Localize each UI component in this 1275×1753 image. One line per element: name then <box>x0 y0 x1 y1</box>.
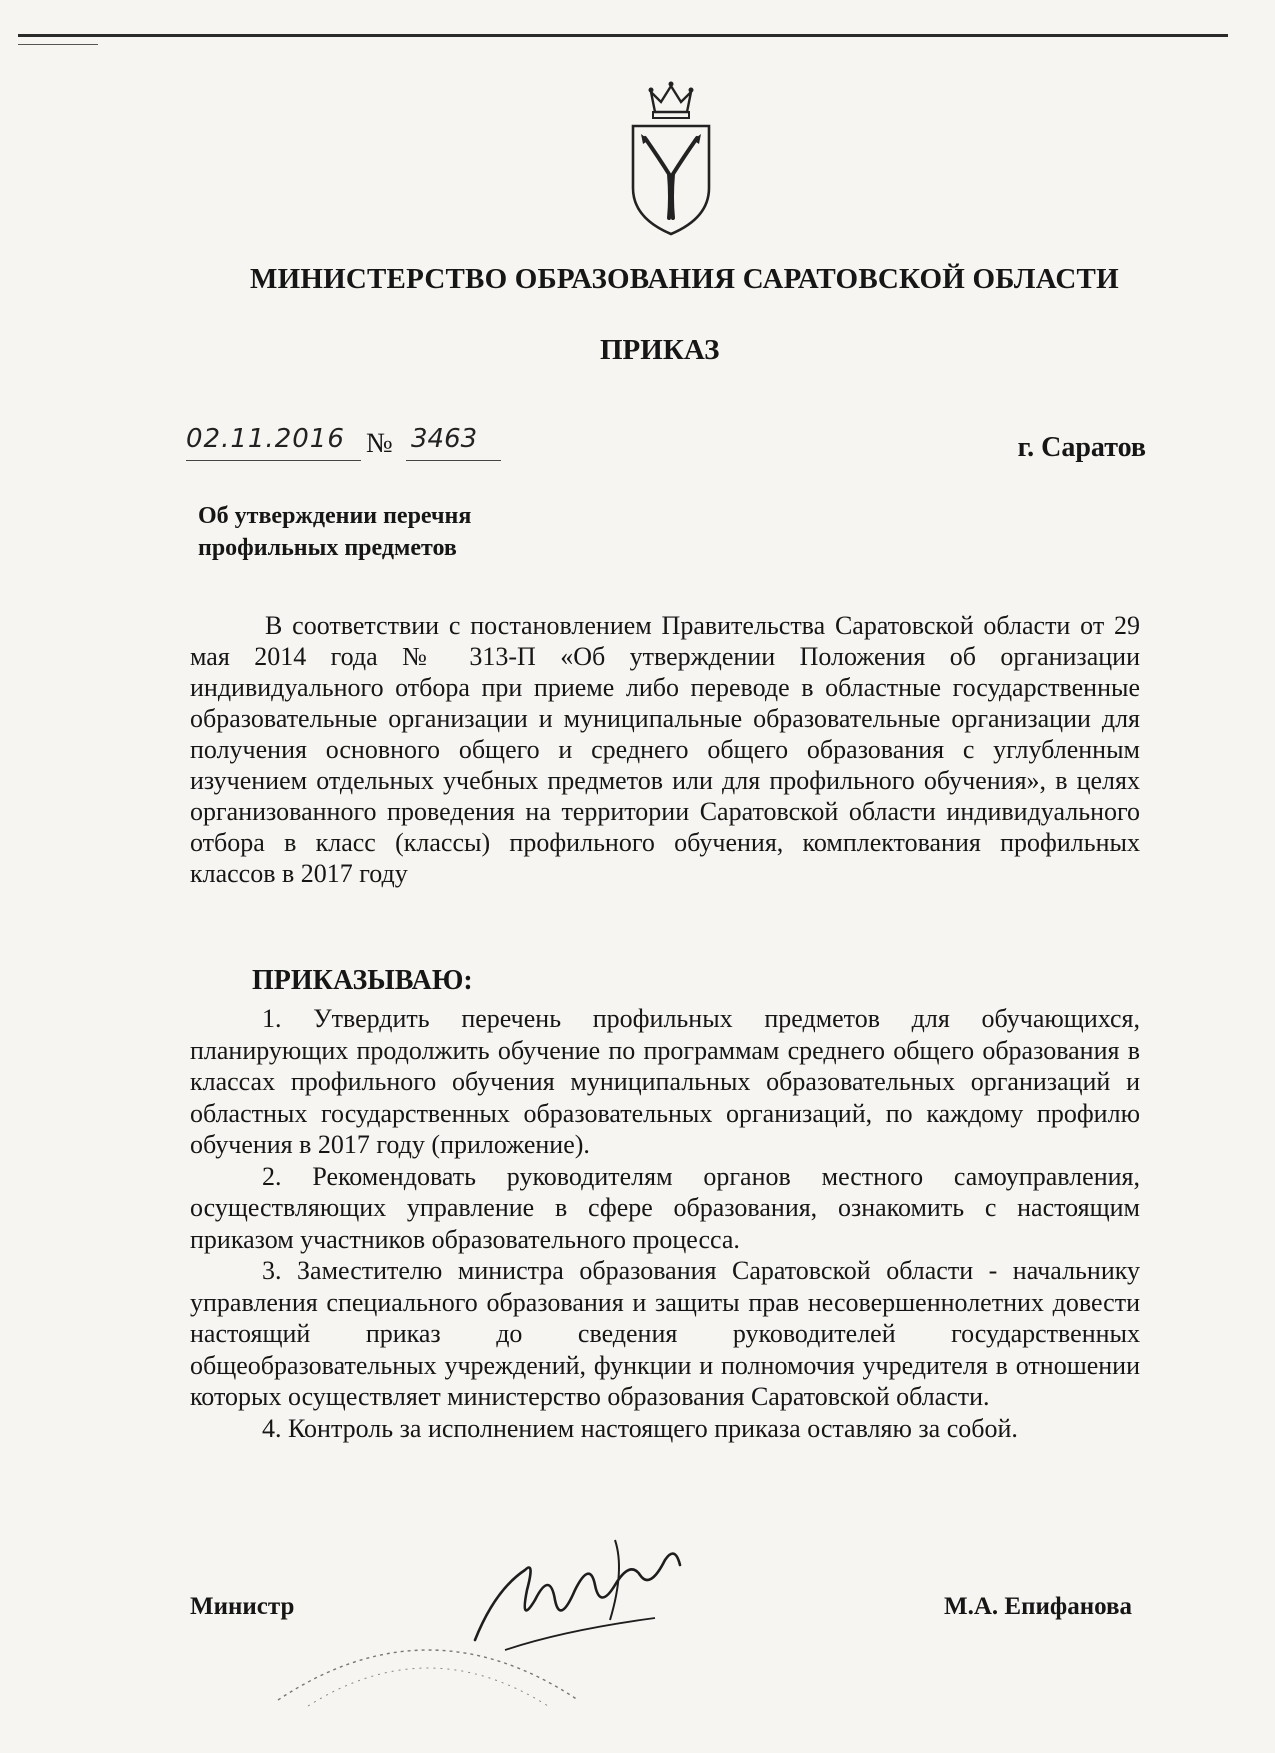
signatory-position: Министр <box>190 1593 295 1620</box>
order-item-1: 1. Утвердить перечень профильных предметов для обучающихся, планирующих продолжить обучение по программам среднего общего образования в классах профильного обучения муниципальных образовательных организаций и областных государственных образовательных организаций, по каждому профилю обучения в 2017 году (приложение). <box>190 1004 1140 1159</box>
subject-line-1: Об утверждении перечня <box>198 503 472 529</box>
order-item-2: 2. Рекомендовать руководителям органов местного самоуправления, осуществляющих управление в сфере образования, ознакомить с настоящим приказом участников образовательного процесса. <box>190 1161 1140 1254</box>
top-rule <box>18 34 1228 37</box>
subject-line-2: профильных предметов <box>198 535 457 561</box>
ministry-heading: МИНИСТЕРСТВО ОБРАЗОВАНИЯ САРАТОВСКОЙ ОБЛАСТИ <box>250 263 1119 295</box>
decree-heading: ПРИКАЗЫВАЮ: <box>252 965 473 996</box>
top-rule-fragment <box>18 44 98 45</box>
order-items <box>190 1003 1140 1444</box>
preamble-text: В соответствии с постановлением Правительства Саратовской области от 29 мая 2014 года № 313-П «Об утверждении Положения об организации индивидуального отбора при приеме либо переводе в областные государственные образовательные организации и муниципальные образовательные организации для получения основного общего и среднего общего образования с углубленным изучением отдельных учебных предметов или для профильного обучения», в целях организованного проведения на территории Саратовской области индивидуального отбора в класс (классы) профильного обучения, комплектования профильных классов в 2017 году <box>190 611 1140 888</box>
order-item-4: 4. Контроль за исполнением настоящего приказа оставляю за собой. <box>262 1413 1018 1443</box>
order-title: ПРИКАЗ <box>600 334 720 366</box>
stamp-icon <box>268 1620 588 1710</box>
date-underline <box>186 460 361 461</box>
order-meta-row <box>186 424 1146 472</box>
handwritten-date: 02.11.2016 <box>186 424 345 454</box>
number-sign: № <box>366 428 393 459</box>
number-underline <box>406 460 501 461</box>
coat-of-arms-icon <box>625 78 717 238</box>
city: г. Саратов <box>1017 432 1146 463</box>
preamble-block <box>190 610 1140 889</box>
handwritten-number: 3463 <box>411 424 478 454</box>
order-subject <box>198 500 598 564</box>
signatory-name: М.А. Епифанова <box>944 1593 1132 1620</box>
order-item-3: 3. Заместителю министра образования Саратовской области - начальнику управления специального образования и защиты прав несовершеннолетних довести настоящий приказ до сведения руководителей государственных общеобразовательных учреждений, функции и полномочия учредителя в отношении которых осуществляет министерство образования Саратовской области. <box>190 1256 1140 1411</box>
